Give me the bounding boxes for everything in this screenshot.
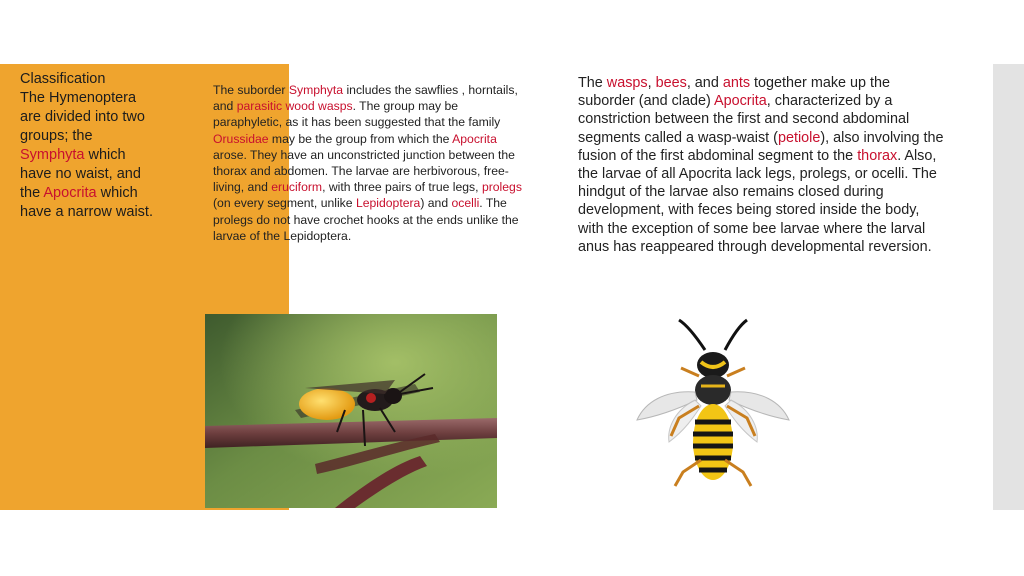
paragraph-text: , characterized by a constriction between the first and second abdominal segments called a wasp-waist ( (578, 93, 910, 146)
inline-link[interactable]: Orussidae (213, 131, 269, 146)
paragraph-text: The (578, 75, 607, 91)
paragraph-text: . Also, the larvae of all Apocrita lack legs, prolegs, or ocelli. The hindgut of the larvae also remains closed during development, with feces being stored inside the body, with the exception of some bee larvae where the larval anus has reappeared through developmental reversion. (578, 147, 937, 255)
symphyta-paragraph (213, 82, 525, 244)
sawfly-image (205, 314, 497, 508)
paragraph-text: . The group may be paraphyletic, as it has been suggested that the family (213, 99, 501, 130)
paragraph-text: ) and (420, 196, 452, 211)
inline-link[interactable]: wasps (606, 75, 648, 91)
title-line: Classification (20, 71, 106, 87)
inline-link[interactable]: ants (722, 75, 751, 91)
title-text: which (84, 147, 126, 163)
inline-link[interactable]: thorax (857, 147, 898, 164)
inline-link[interactable]: ocelli (451, 196, 480, 211)
apocrita-paragraph (578, 74, 948, 256)
sawfly-photo (205, 314, 497, 508)
paragraph-text: , with three pairs of true legs, (322, 180, 482, 195)
title-line (20, 184, 190, 203)
apocrita-link[interactable]: Apocrita (43, 185, 97, 201)
classification-block (20, 70, 190, 222)
paragraph-text: arose. They have an unconstricted junction between the thorax and abdomen. The larvae are herbivorous, free-living, and (213, 147, 515, 195)
title-line: are divided into two (20, 109, 145, 125)
inline-link[interactable]: eruciform (271, 180, 323, 195)
inline-link[interactable]: parasitic wood wasps (236, 99, 353, 114)
inline-link[interactable]: petiole (777, 129, 821, 146)
inline-link[interactable]: prolegs (481, 180, 522, 195)
paragraph-text: , and (686, 75, 723, 91)
paragraph-text: ), also involving the fusion of the first abdominal segment to the (578, 129, 944, 164)
wasp-image (575, 310, 861, 498)
paragraph-text: The suborder (213, 83, 289, 97)
inline-link[interactable]: Symphyta (288, 83, 344, 97)
paragraph-text: , (647, 75, 656, 91)
title-line: have no waist, and (20, 166, 141, 182)
paragraph-text: includes the sawflies , horntails, and (213, 83, 518, 114)
wasp-photo (575, 310, 861, 498)
title-line: have a narrow waist. (20, 204, 153, 220)
inline-link[interactable]: Apocrita (714, 93, 767, 110)
inline-link[interactable]: Apocrita (452, 131, 497, 146)
paragraph-text: together make up the suborder (and clade) (578, 75, 891, 110)
inline-link[interactable]: bees (655, 75, 687, 91)
paragraph-text: . The prolegs do not have crochet hooks at the ends unlike the larvae of the Lepidoptera. (213, 196, 519, 243)
paragraph-text: (on every segment, unlike (213, 196, 356, 211)
inline-link[interactable]: Lepidoptera (355, 196, 421, 211)
title-text: which (96, 185, 138, 201)
title-line: groups; the (20, 128, 93, 144)
symphyta-link[interactable]: Symphyta (20, 147, 85, 163)
title-text: the (20, 185, 44, 201)
title-line (20, 146, 190, 165)
paragraph-text: may be the group from which the (268, 131, 453, 146)
title-line: The Hymenoptera (20, 90, 137, 106)
side-bar (993, 64, 1024, 510)
